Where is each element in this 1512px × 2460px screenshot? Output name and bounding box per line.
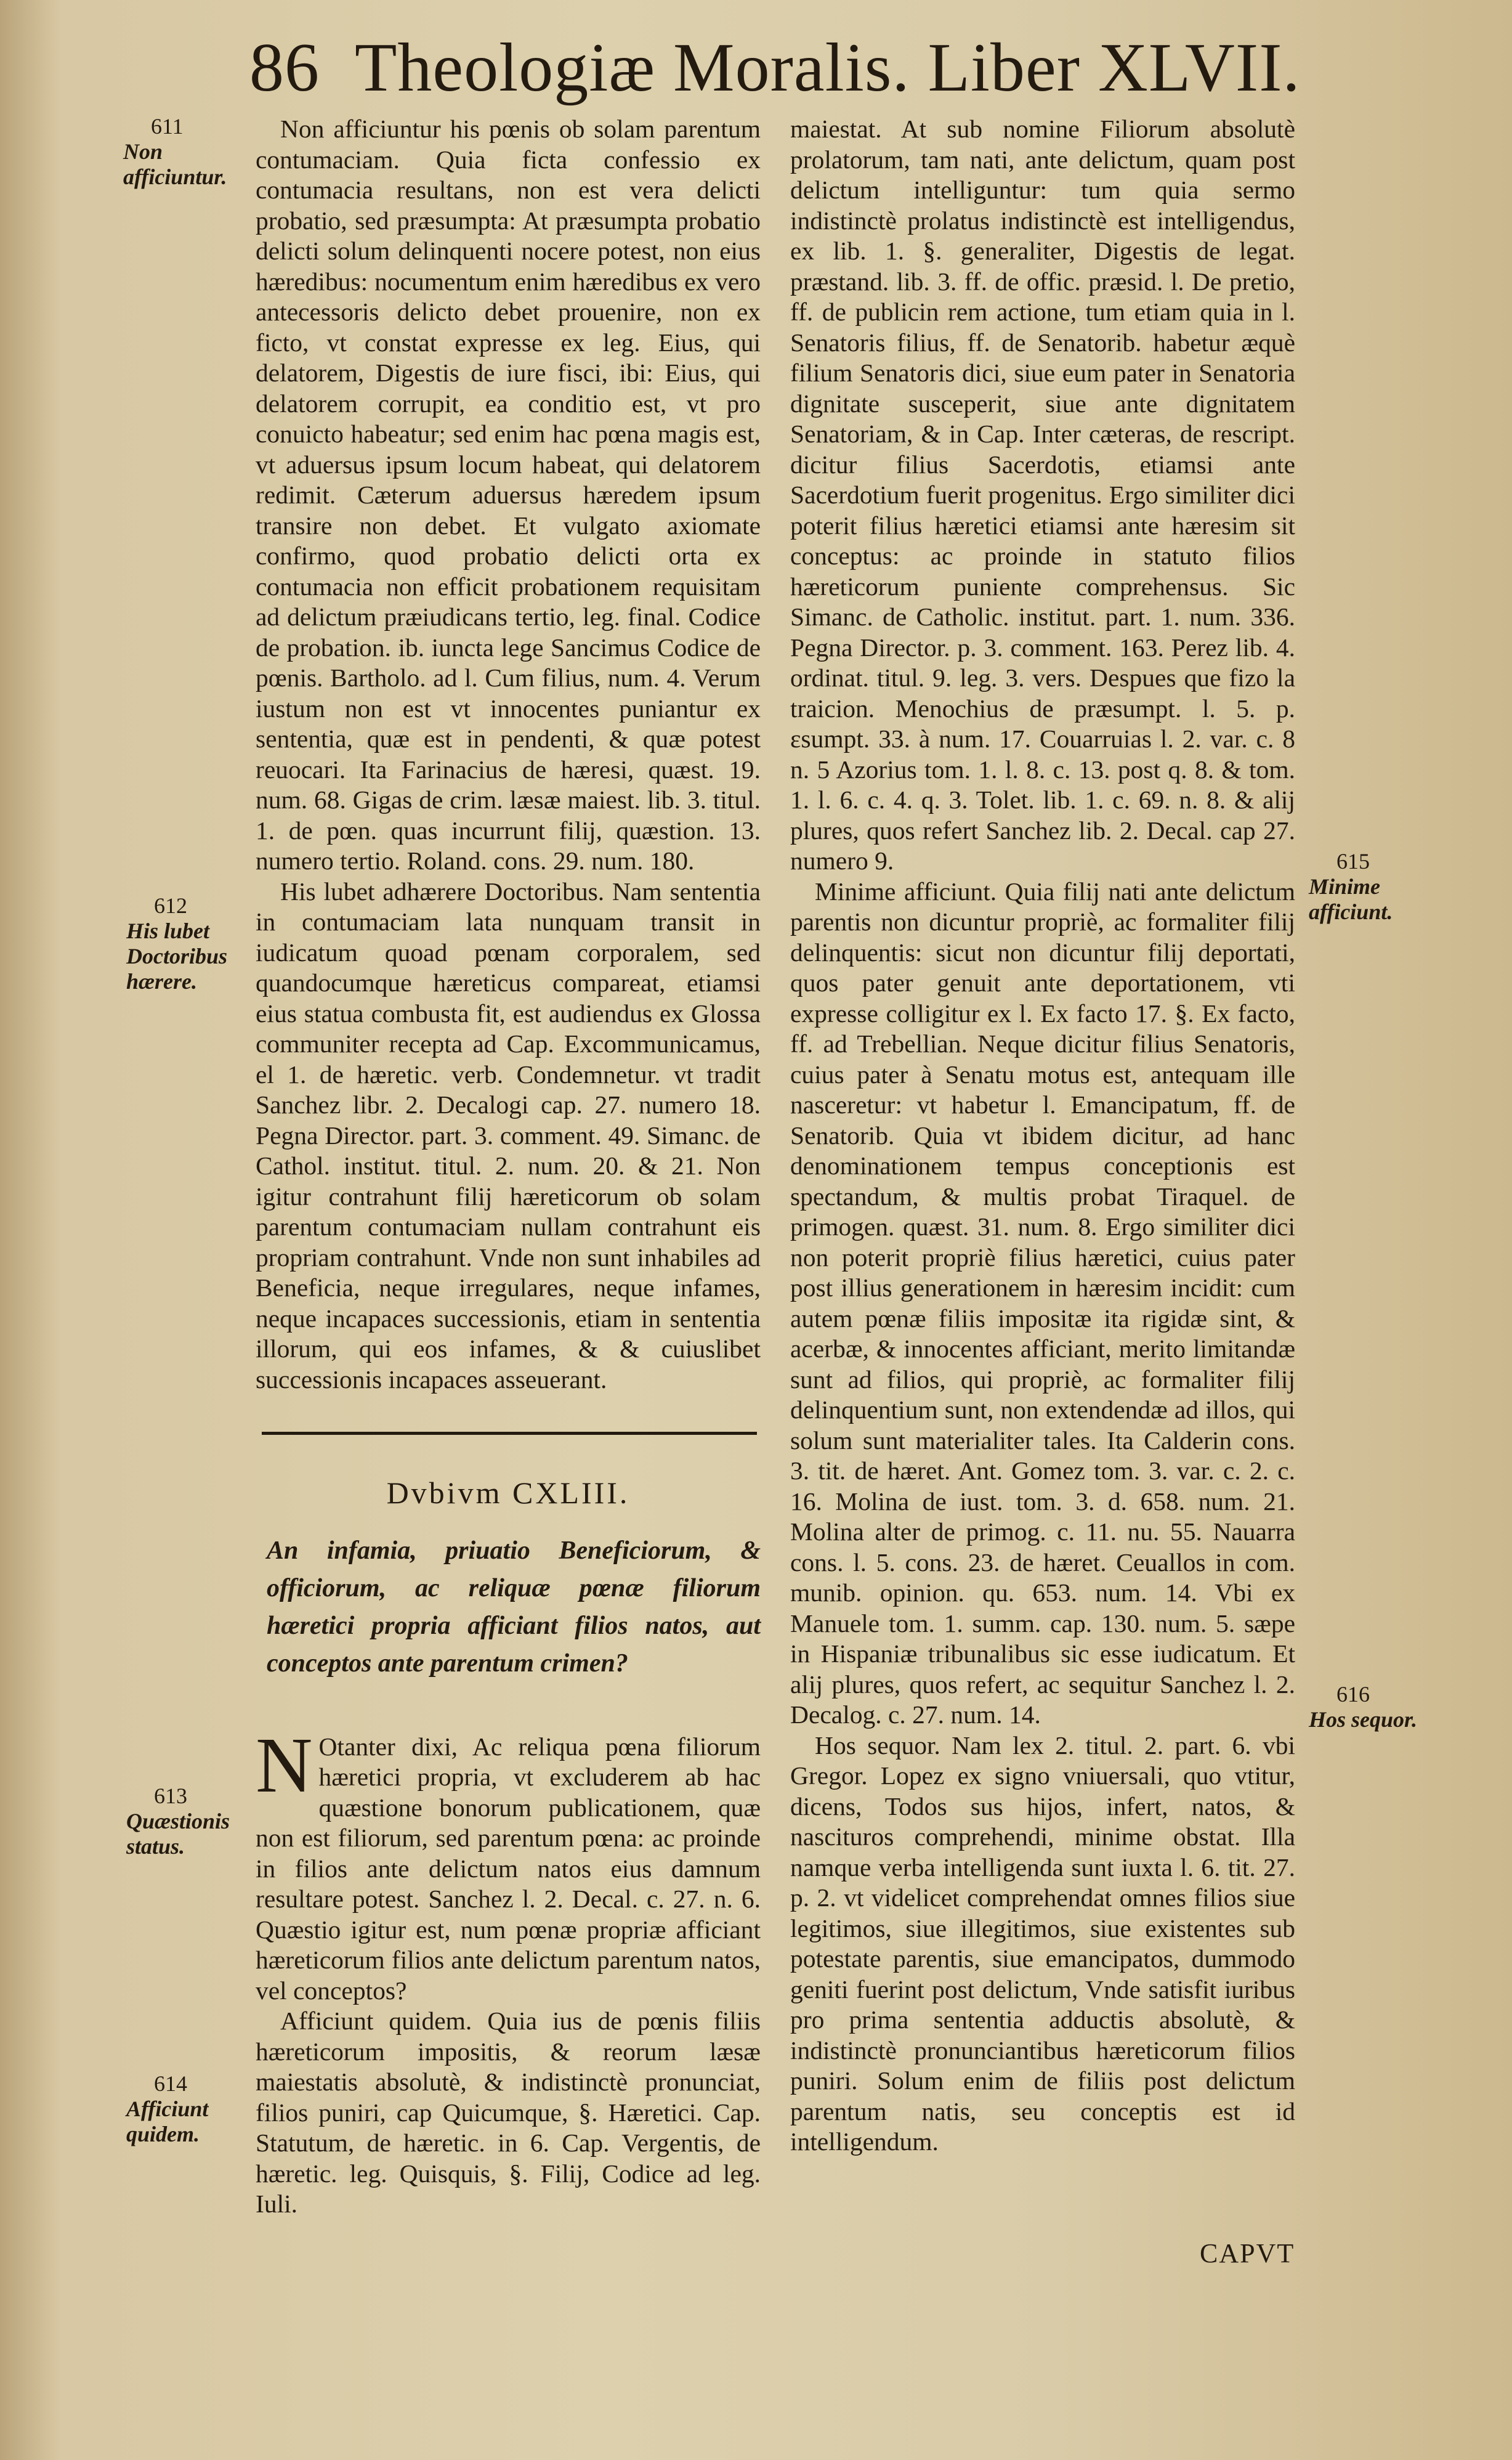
paragraph-continuation: maiestat. At sub nomine Filiorum absolutè prolatorum, tam nati, ante delictum, quam post delictum intelliguntur: tum quia sermo indistinctè prolatus indistinctè est intelligendus, ex lib. 1. §. generaliter, Digestis de legat. præstand. lib. 3. ff. de offic. præsid. l. De pretio, ff. de publicin rem actione, tum etiam quia in l. Senatoris filius, ff. de Senatorib. habetur æquè filium Senatoris dici, siue eum pater in Senatoria dignitate susceperit, siue ante dignitatem Senatoriam, & in Cap. Inter cæteras, de rescript. dicitur filius Sacerdotis, etiamsi ante Sacerdotium fuerit progenitus. Ergo similiter dici poterit filius hæretici etiamsi ante hæresim sit conceptus: ac proinde in statuto filios hæreticorum puniente comprehensus. Sic Simanc. de Catholic. institut. part. 1. num. 336. Pegna Director. p. 3. comment. 163. Perez lib. 4. ordinat. titul. 9. leg. 3. vers. Despues que fizo la traicion. Menochius de præsumpt. l. 5. p. ɛsumpt. 33. à num. 17. Couarruias l. 2. var. c. 8 n. 5 Azorius tom. 1. l. 8. c. 13. post q. 8. & tom. 1. l. 6. c. 4. q. 3. Tolet. lib. 1. c. 69. n. 8. & alij plures, quos refert Sanchez lib. 2. Decal. cap 27. numero 9. xyxy=(790,115,1295,875)
paragraph-614: Afficiunt quidem. Quia ius de pœnis filiis hæreticorum impositis, & reorum læsæ maiestatis absolutè, & indistinctè pronunciat, filios puniri, cap Quicumque, §. Hæretici. Cap. Statutum, de hæretic. in 6. Cap. Vergentis, de hæretic. leg. Quisquis, §. Filij, Codice ad leg. Iuli. xyxy=(256,2007,761,2218)
left-column xyxy=(256,114,761,2220)
catchword: CAPVT xyxy=(1200,2238,1295,2268)
paragraph-611: Non afficiuntur his pœnis ob solam parentum contumaciam. Quia ficta confessio ex contumacia resultans, non est vera delicti probatio, sed præsumpta: At præsumpta probatio delicti solum delinquenti nocere potest, non eius hæredibus: nocumentum enim hæredibus ex vero antecessoris delicto debet prouenire, non ex ficto, vt constat expresse ex leg. Eius, qui delatorem, Digestis de iure fisci, ibi: Eius, qui delatorem corrupit, ea conditio est, vt pro conuicto habeatur; sed enim hac pœna magis est, vt aduersus ipsum locum habeat, qui delatorem redimit. Cæterum aduersus hæredem ipsum transire non debet. Et vulgato axiomate confirmo, quod probatio delicti orta ex contumacia non efficit probationem requisitam ad delictum præiudicans tertio, leg. final. Codice de probation. ib. iuncta lege Sancimus Codice de pœnis. Bartholo. ad l. Cum filius, num. 4. Verum iustum non est vt innocentes puniantur ex sententia, quæ est in pendenti, & quæ potest reuocari. Ita Farinacius de hæresi, quæst. 19. num. 68. Gigas de crim. læsæ maiest. lib. 3. titul. 1. de pœn. quas incurrunt filij, quæstion. 13. numero tertio. Roland. cons. 29. num. 180. xyxy=(256,115,761,875)
drop-capital: N xyxy=(256,1721,313,1809)
paragraph-616: Hos sequor. Nam lex 2. titul. 2. part. 6. vbi Gregor. Lopez ex signo vniuersali, quo vtitur, dicens, Todos sus hijos, infert, natos, & nascituros comprehendi, minime obstat. Illa namque verba intelligenda sunt iuxta l. 6. tit. 27. p. 2. vt videlicet comprehendat omnes filios siue legitimos, siue illegitimos, siue existentes sub potestate parentis, siue emancipatos, dummodo geniti fuerint post delictum, Vnde satisfit iuribus pro prima sententia adductis absolutè, & indistinctè pronunciantibus hæreticorum filios puniri. Solum enim de filiis post delictum parentum natis, seu conceptis est id intelligendum. xyxy=(790,1731,1295,2156)
paragraph-613: N Otanter dixi, Ac reliqua pœna filiorum hæretici propria, vt excluderem ab hac quæstione bonorum publicationem, quæ non est filiorum, sed parentum pœna: ac proinde in filios ante delictum natos eius damnum resultare potest. Sanchez l. 2. Decal. c. 27. n. 6. Quæstio igitur est, num pœnæ propriæ afficiant hæreticorum filios ante delictum parentum natos, vel conceptos? xyxy=(256,1721,761,2005)
running-header xyxy=(249,25,1327,111)
dubium-question: An infamia, priuatio Beneficiorum, & officiorum, ac reliquæ pœnæ filiorum hæretici propria afficiant filios natos, aut conceptos ante parentum crimen? xyxy=(267,1536,761,1678)
margin-note-616: 616 Hos sequor. xyxy=(1309,1682,1418,1732)
margin-note-612: 612 His lubet Doctoribus hærere. xyxy=(126,893,228,994)
running-title: Theologiæ Moralis. Liber XLVII. xyxy=(354,30,1301,106)
margin-note-611: 611 Non afficiuntur. xyxy=(123,114,227,189)
dubium-heading: Dvbivm CXLIII. xyxy=(386,1476,630,1510)
paragraph-612: His lubet adhærere Doctoribus. Nam sententia in contumaciam lata nunquam transit in iudicatum quoad pœnam corporalem, sed quandocumque hæreticus compareat, etiamsi eius statua combusta fit, est audiendus ex Glossa communiter recepta ad Cap. Excommunicamus, el 1. de hæretic. verb. Condemnetur. vt tradit Sanchez libr. 2. Decalogi cap. 27. numero 18. Pegna Director. part. 3. comment. 49. Simanc. de Cathol. institut. titul. 2. num. 20. & 21. Non igitur contrahunt filij hæreticorum ob solam parentum contumaciam nullam contrahunt eis propriam contrahunt. Vnde non sunt inhabiles ad Beneficia, neque irregulares, neque infames, neque incapaces successionis, etiam in sententia illorum, qui eos infames, & & cuiuslibet successionis incapaces asseuerant. xyxy=(256,877,761,1394)
page-number: 86 xyxy=(249,30,320,106)
right-column xyxy=(790,114,1295,2158)
section-divider xyxy=(262,1432,757,1435)
paragraph-615: Minime afficiunt. Quia filij nati ante delictum parentis non dicuntur propriè, ac formaliter filij delinquentis: sicut non dicuntur filij deportati, quos pater genuit ante deportationem, vti expresse colligitur ex l. Ex facto 17. §. Ex facto, ff. ad Trebellian. Neque dicitur filius Senatoris, cuius pater à Senatu motus est, antequam ille nasceretur: vt habetur l. Emancipatum, ff. de Senatorib. Quia vt ibidem dicitur, ad hanc denominationem tempus conceptionis est spectandum, & multis probat Tiraquel. de primogen. quæst. 31. num. 8. Ergo similiter dici non poterit propriè filius hæretici, cuius pater post illius generationem in hæresim incidit: cum autem pœnæ filiis impositæ ita rigidæ sint, & acerbæ, & innocentes afficiant, merito limitandæ sunt ad filios, qui propriè, ac formaliter filij delinquentium sunt, non extendendæ ad illos, qui solum sunt materialiter tales. Ita Calderin cons. 3. tit. de hæret. Ant. Gomez tom. 3. var. c. 2. c. 16. Molina de iust. tom. 3. d. 658. num. 21. Molina alter de primog. c. 11. nu. 55. Nauarra cons. l. 5. cons. 23. de hæret. Ceuallos in com. munib. opinion. qu. 653. num. 14. Vbi ex Manuele tom. 1. summ. cap. 130. num. 5. sæpe in Hispaniæ tribunalibus sic esse iudicatum. Et alij plures, quos refert, ac sequitur Sanchez l. 2. Decalog. c. 27. num. 14. xyxy=(790,877,1295,1729)
margin-note-614: 614 Afficiunt quidem. xyxy=(126,2071,209,2146)
margin-note-613: 613 Quæstionis status. xyxy=(126,1784,230,1859)
margin-note-615: 615 Minime afficiunt. xyxy=(1309,849,1393,924)
